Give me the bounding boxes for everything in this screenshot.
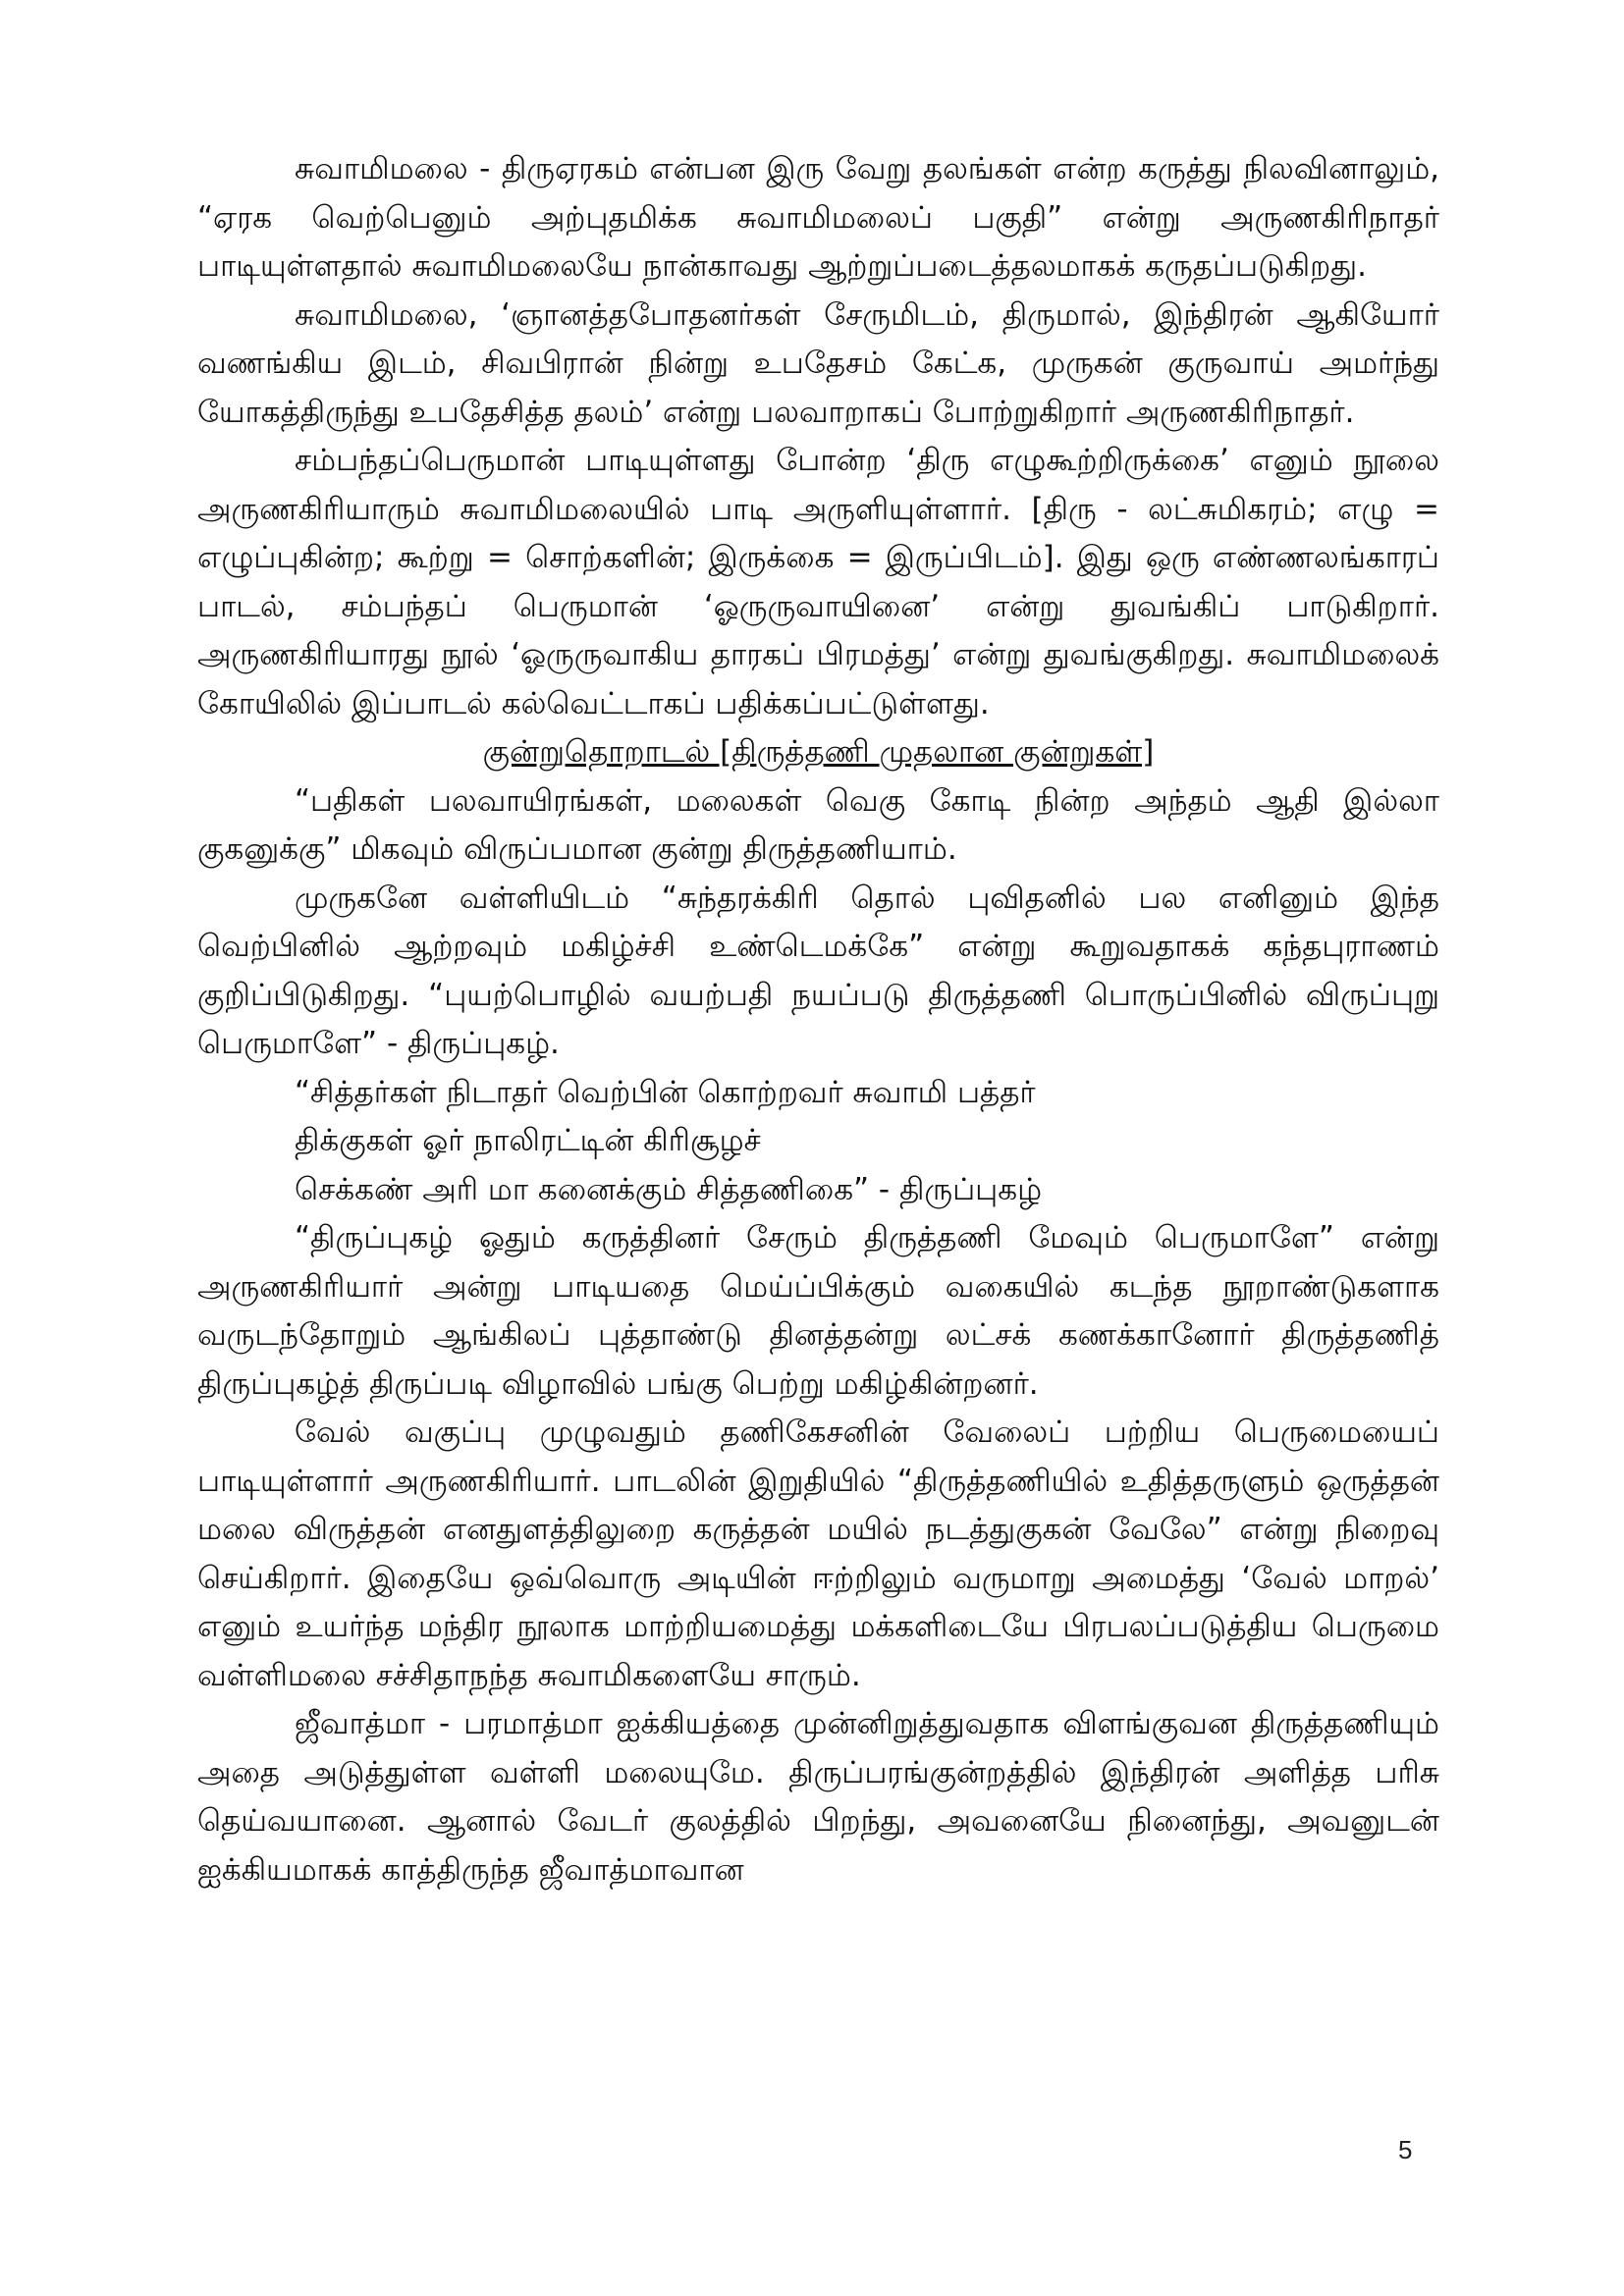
paragraph-swamimalai-praise: சுவாமிமலை, ‘ஞானத்தபோதனர்கள் சேருமிடம், திருமால், இந்திரன் ஆகியோர் வணங்கிய இடம், சிவபிரான் நின்று உபதேசம் கேட்க, முருகன் குருவாய் அமர்ந்து யோகத்திருந்து உபதேசித்த தலம்’ என்று பலவாறாகப் போற்றுகிறார் அருணகிரிநாதர்.	[197, 296, 1439, 430]
verse-line: திக்குகள் ஓர் நாலிரட்டின் கிரிசூழச்	[295, 1123, 761, 1158]
paragraph-thiruppadi-festival: “திருப்புகழ் ஓதும் கருத்தினர் சேரும் திருத்தணி மேவும் பெருமாளே” என்று அருணகிரியார் அன்று பாடியதை மெய்ப்பிக்கும் வகையில் கடந்த நூறாண்டுகளாக வருடந்தோறும் ஆங்கிலப் புத்தாண்டு தினத்தன்று லட்சக் கணக்கானோர் திருத்தணித் திருப்புகழ்த் திருப்படி விழாவில் பங்கு பெற்று மகிழ்கின்றனர்.	[197, 1220, 1439, 1402]
paragraph-swamimalai-intro: சுவாமிமலை - திருஏரகம் என்பன இரு வேறு தலங்கள் என்ற கருத்து நிலவினாலும், “ஏரக வெற்பெனும் அற்புதமிக்க சுவாமிமலைப் பகுதி” என்று அருணகிரிநாதர் பாடியுள்ளதால் சுவாமிமலையே நான்காவது ஆற்றுப்படைத்தலமாகக் கருதப்படுகிறது.	[197, 151, 1439, 284]
section-heading: குன்றுதொறாடல் [திருத்தணி முதலான குன்றுகள்]	[482, 734, 1155, 770]
paragraph-kandapuranam: முருகனே வள்ளியிடம் “சுந்தரக்கிரி தொல் புவிதனில் பல எனினும் இந்த வெற்பினில் ஆற்றவும் மகிழ்ச்சி உண்டெமக்கே” என்று கூறுவதாகக் கந்தபுராணம் குறிப்பிடுகிறது. “புயற்பொழில் வயற்பதி நயப்படு திருத்தணி பொருப்பினில் விருப்புறு பெருமாளே” - திருப்புகழ்.	[197, 880, 1439, 1061]
paragraph-jeevatma-paramatma: ஜீவாத்மா - பரமாத்மா ஐக்கியத்தை முன்னிறுத்துவதாக விளங்குவன திருத்தணியும் அதை அடுத்துள்ள வள்ளி மலையுமே. திருப்பரங்குன்றத்தில் இந்திரன் அளித்த பரிசு தெய்வயானை. ஆனால் வேடர் குலத்தில் பிறந்து, அவனையே நினைந்து, அவனுடன் ஐக்கியமாகக் காத்திருந்த ஜீவாத்மாவான	[197, 1706, 1439, 1888]
page-body	[197, 145, 1439, 1895]
page-number: 5	[1398, 2135, 1413, 2164]
verse-line: “சித்தர்கள் நிடாதர் வெற்பின் கொற்றவர் சுவாமி பத்தர்	[295, 1074, 1036, 1110]
verse-line: செக்கண் அரி மா கனைக்கும் சித்தணிகை” - திருப்புகழ்	[295, 1171, 1043, 1207]
paragraph-ezhukootrirukkai: சம்பந்தப்பெருமான் பாடியுள்ளது போன்ற ‘திரு எழுகூற்றிருக்கை’ எனும் நூலை அருணகிரியாரும் சுவாமிமலையில் பாடி அருளியுள்ளார். [திரு - லட்சுமிகரம்; எழு = எழுப்புகின்ற; கூற்று = சொற்களின்; இருக்கை = இருப்பிடம்]. இது ஒரு எண்ணலங்காரப் பாடல், சம்பந்தப் பெருமான் ‘ஓருருவாயினை’ என்று துவங்கிப் பாடுகிறார். அருணகிரியாரது நூல் ‘ஓருருவாகிய தாரகப் பிரமத்து’ என்று துவங்குகிறது. சுவாமிமலைக் கோயிலில் இப்பாடல் கல்வெட்டாகப் பதிக்கப்பட்டுள்ளது.	[197, 443, 1439, 721]
paragraph-thiruthani-intro: “பதிகள் பலவாயிரங்கள், மலைகள் வெகு கோடி நின்ற அந்தம் ஆதி இல்லா குகனுக்கு” மிகவும் விருப்பமான குன்று திருத்தணியாம்.	[197, 782, 1439, 867]
paragraph-vel-vaguppu: வேல் வகுப்பு முழுவதும் தணிகேசனின் வேலைப் பற்றிய பெருமையைப் பாடியுள்ளார் அருணகிரியார். பாடலின் இறுதியில் “திருத்தணியில் உதித்தருளும் ஒருத்தன் மலை விருத்தன் எனதுளத்திலுறை கருத்தன் மயில் நடத்துகுகன் வேலே” என்று நிறைவு செய்கிறார். இதையே ஒவ்வொரு அடியின் ஈற்றிலும் வருமாறு அமைத்து ‘வேல் மாறல்’ எனும் உயர்ந்த மந்திர நூலாக மாற்றியமைத்து மக்களிடையே பிரபலப்படுத்திய பெருமை வள்ளிமலை சச்சிதாநந்த சுவாமிகளையே சாரும்.	[197, 1415, 1439, 1693]
